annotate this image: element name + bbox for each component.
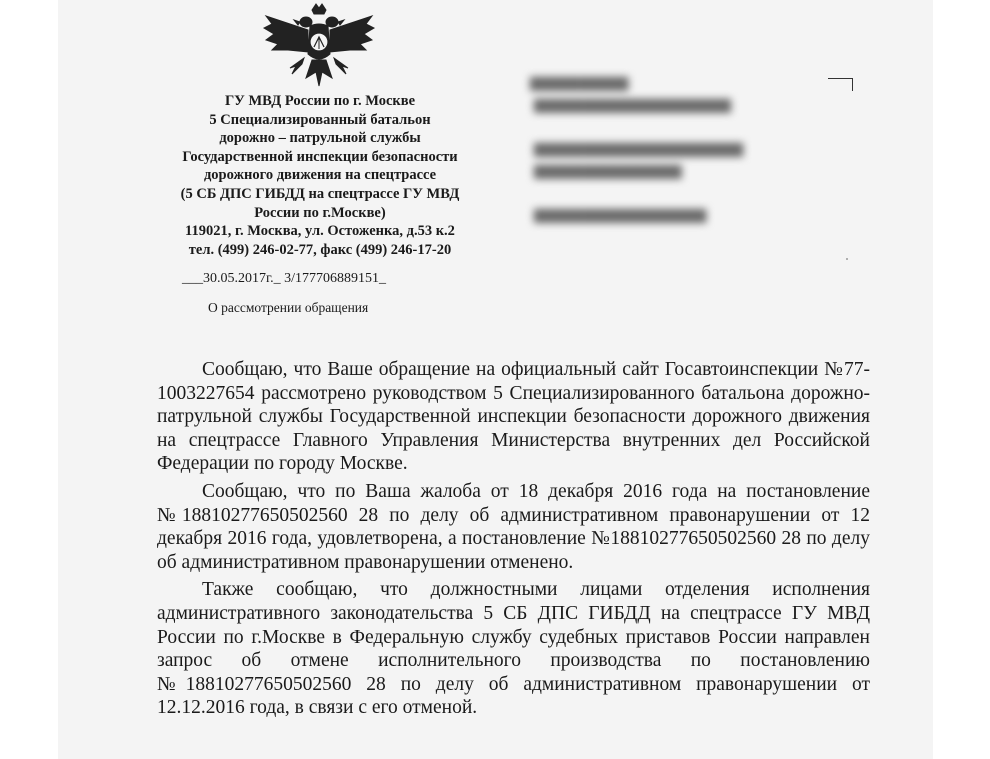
letterhead-line: России по г.Москве) [254,204,386,221]
letterhead-line: дорожного движения на спецтрассе [203,167,437,184]
document-reference: ___30.05.2017г._ 3/177706889151_ [182,271,387,286]
body-paragraph: Сообщаю, что Ваше обращение на официальный сайт Госавтоинспекции №77-1003227654 рассмотрено руководством 5 Специализированного батальона дорожно-патрульной службы Государственной инспекции безопасности дорожного движения на спецтрассе Главного Управления Министерства внутренних дел Российской Федерации по городу Москве. [157,359,870,475]
address-corner-mark [828,78,853,91]
body-paragraph: Также сообщаю, что должностными лицами отделения исполнения административного законодательства 5 СБ ДПС ГИБДД на спецтрассе ГУ МВД России по г.Москве в Федеральную службу судебных приставов России направлен запрос об отмене исполнительного производства по постановлению №18810277650502560 28 по делу об административном правонарушении от 12.12.2016 года, в связи с его отменой. [157,579,870,719]
letter-body [157,358,870,724]
body-paragraph: Сообщаю, что по Ваша жалоба от 18 декабря 2016 года на постановление №18810277650502560 28 по делу об административном правонарушении от 12 декабря 2016 года, удовлетворена, а постановление №18810277650502560 28 по делу об административном правонарушении отменено. [157,480,870,573]
letterhead [150,92,490,259]
letterhead-line: 119021, г. Москва, ул. Остоженка, д.53 к.2 [185,223,455,240]
scan-speck [846,258,848,260]
recipient-block-redacted: ▆▆▆▆▆▆▆▆ ▆▆▆▆▆▆▆▆▆▆▆▆▆▆▆▆ ▆▆▆▆▆▆▆▆▆▆▆▆▆▆▆▆▆ ▆▆▆▆▆▆▆▆▆▆▆▆ ▆▆▆▆▆▆▆▆▆▆▆▆▆▆ [530,74,744,223]
letterhead-line: дорожно – патрульной службы [219,130,421,147]
double-headed-eagle-emblem [260,2,378,90]
letterhead-line: (5 СБ ДПС ГИБДД на спецтрассе ГУ МВД [180,185,460,202]
letterhead-line: Государственной инспекции безопасности [182,148,458,165]
letterhead-line: 5 Специализированный батальон [209,111,431,128]
document-subject: О рассмотрении обращения [208,300,369,315]
letterhead-line: тел. (499) 246-02-77, факс (499) 246-17-20 [188,241,452,258]
letterhead-line: ГУ МВД России по г. Москве [224,93,416,109]
